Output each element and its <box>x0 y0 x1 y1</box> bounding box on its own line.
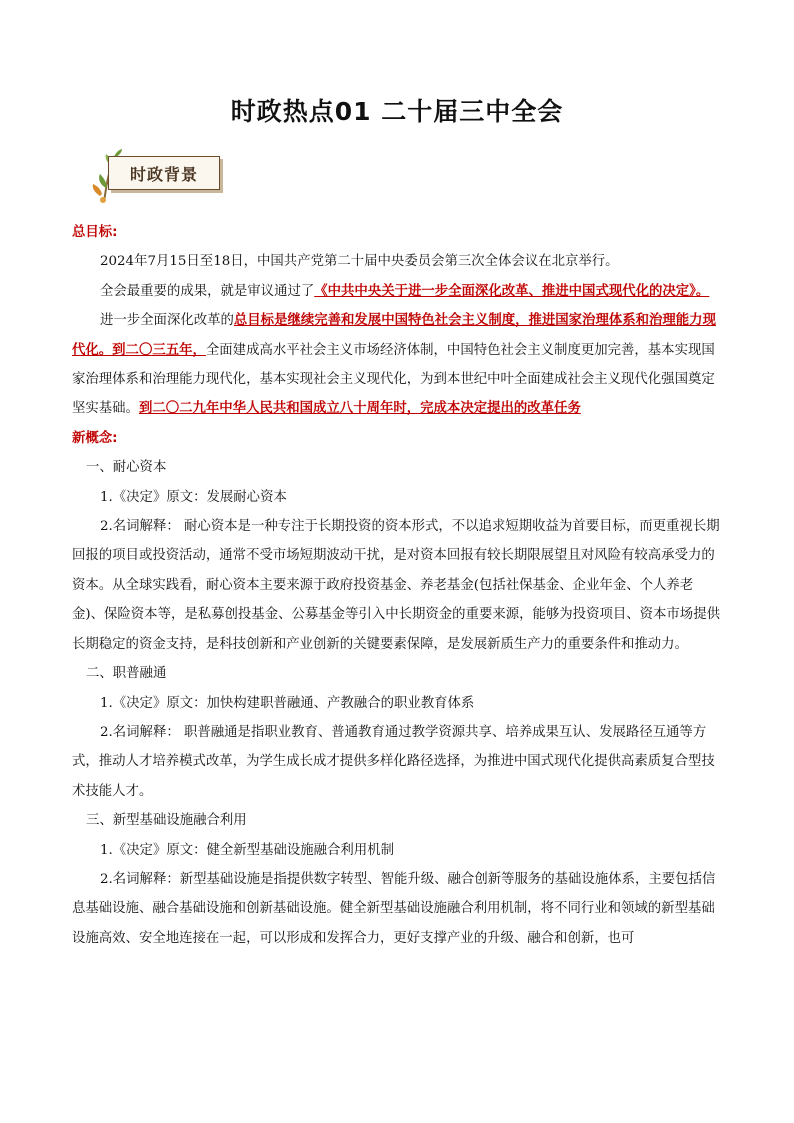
goal-p3-highlight-1: 总目标是继续完善和发展中国特色社会主义制度，推进国家治理体系和治理能力现代化。到二〇三五年， <box>72 312 716 358</box>
decision-title: 《中共中央关于进一步全面深化改革、推进中国式现代化的决定》。 <box>314 282 710 299</box>
goal-heading: 总目标: <box>72 225 118 240</box>
concept-2-original: 1.《决定》原文：加快构建职普融通、产教融合的职业教育体系 <box>100 695 475 711</box>
concept-1-definition: 2.名词解释： 耐心资本是一种专注于长期投资的资本形式，不以追求短期收益为首要目标，而更重视长期回报的项目或投资活动，通常不受市场短期波动干扰，是对资本回报有较长期限展望且对风险有较高承受力的资本。从全球实践看，耐心资本主要来源于政府投资基金、养老基金(包括社保基金、企业年金、个人养老金)、保险资本等，是私募创投基金、公募基金等引入中长期资金的重要来源，能够为投资项目、资本市场提供长期稳定的资金支持，是科技创新和产业创新的关键要素保障，是发展新质生产力的重要条件和推动力。 <box>72 519 720 652</box>
goal-p3-middle: 全面建成高水平社会主义市场经济体制，中国特色社会主义制度更加完善，基本实现国家治理体系和治理能力现代化，基本实现社会主义现代化，为到本世纪中叶全面建成社会主义现代化强国奠定坚实基础。 <box>72 342 715 417</box>
goal-p2-lead: 全会最重要的成果，就是审议通过了 <box>100 283 315 299</box>
concept-1-title: 一、耐心资本 <box>86 460 167 476</box>
goal-paragraph-1: 2024年7月15日至18日，中国共产党第二十届中央委员会第三次全体会议在北京举行。 <box>100 254 619 270</box>
section-banner <box>84 148 234 204</box>
goal-p3-lead: 进一步全面深化改革的 <box>100 313 234 329</box>
goal-paragraph-3 <box>72 306 722 424</box>
document-body <box>72 218 722 953</box>
concept-2-definition: 2.名词解释： 职普融通是指职业教育、普通教育通过教学资源共享、培养成果互认、发展路径互通等方式，推动人才培养模式改革，为学生成长成才提供多样化路径选择，为推进中国式现代化提供高素质复合型技术技能人才。 <box>72 724 715 799</box>
banner-box <box>108 156 220 190</box>
concept-3-title: 三、新型基础设施融合利用 <box>86 813 247 829</box>
goal-paragraph-2 <box>72 277 722 306</box>
banner-label: 时政背景 <box>129 165 198 184</box>
concepts-heading: 新概念: <box>72 430 118 446</box>
concept-3-definition: 2.名词解释：新型基础设施是指提供数字转型、智能升级、融合创新等服务的基础设施体系，主要包括信息基础设施、融合基础设施和创新基础设施。健全新型基础设施融合利用机制，将不同行业和领域的新型基础设施高效、安全地连接在一起，可以形成和发挥合力，更好支撑产业的升级、融合和创新，也可 <box>72 871 716 946</box>
page-title: 时政热点01 二十届三中全会 <box>230 97 564 126</box>
concept-3-original: 1.《决定》原文：健全新型基础设施融合利用机制 <box>100 842 394 858</box>
goal-p3-highlight-2: 到二〇二九年中华人民共和国成立八十周年时，完成本决定提出的改革任务 <box>138 400 581 417</box>
concept-2-title: 二、职普融通 <box>86 666 167 682</box>
concept-1-original: 1.《决定》原文：发展耐心资本 <box>100 489 287 505</box>
